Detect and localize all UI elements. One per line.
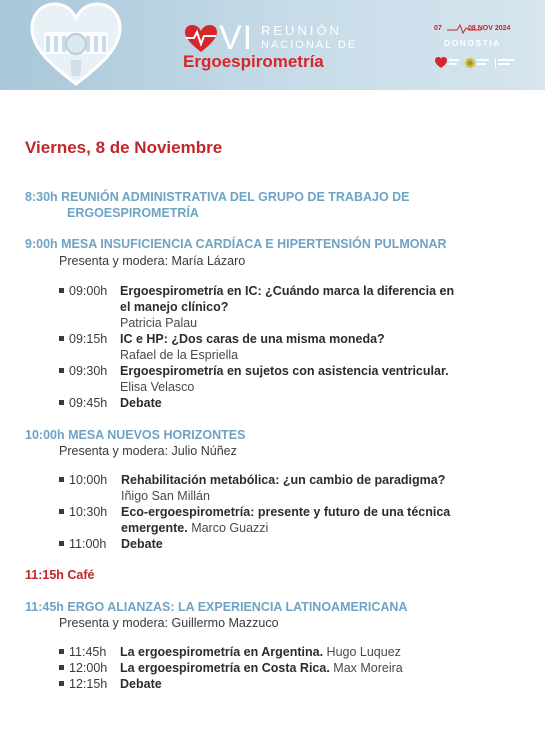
event-brand: [183, 20, 373, 70]
bullet-icon: [59, 541, 64, 546]
talk-title-cont-text: emergente.: [121, 521, 188, 535]
list-item: [59, 363, 107, 379]
talk-title: [120, 644, 401, 660]
section-title-ic-hp: 9:00h MESA INSUFICIENCIA CARDÍACA E HIPERTENSIÓN PULMONAR: [25, 237, 447, 251]
talk-title-cont: el manejo clínico?: [120, 300, 229, 314]
brand-heart-icon: [183, 24, 219, 54]
talk-time: 11:45h: [69, 645, 107, 659]
list-item: [59, 331, 107, 347]
event-header-banner: [0, 0, 545, 90]
list-item: [59, 536, 106, 552]
talk-title-cont: [121, 520, 268, 536]
list-item: [59, 504, 107, 520]
bullet-icon: [59, 368, 64, 373]
event-dates: [434, 24, 518, 36]
section-title-admin-cont: ERGOESPIROMETRÍA: [67, 206, 199, 220]
talk-speaker: Hugo Luquez: [326, 645, 401, 659]
date-end: 08 NOV 2024: [468, 25, 511, 32]
talk-title: Ergoespirometría en IC: ¿Cuándo marca la diferencia en: [120, 284, 455, 298]
section-title-admin: 8:30h REUNIÓN ADMINISTRATIVA DEL GRUPO DE TRABAJO DE: [25, 190, 410, 204]
talk-speaker: Iñigo San Millán: [121, 489, 210, 503]
talk-title: Debate: [121, 537, 163, 551]
talk-time: 10:00h: [69, 473, 108, 487]
talk-title-text: La ergoespirometría en Costa Rica.: [120, 661, 330, 675]
bullet-icon: [59, 288, 64, 293]
talk-speaker: Elisa Velasco: [120, 380, 195, 394]
talk-title: Debate: [120, 396, 162, 410]
section-moderator: Presenta y modera: Guillermo Mazzuco: [59, 616, 279, 630]
talk-speaker: Max Moreira: [333, 661, 403, 675]
talk-title: IC e HP: ¿Dos caras de una misma moneda?: [120, 332, 385, 346]
bullet-icon: [59, 336, 64, 341]
talk-time: 09:30h: [69, 364, 108, 378]
list-item: [59, 676, 107, 692]
talk-title: Rehabilitación metabólica: ¿un cambio de paradigma?: [121, 473, 446, 487]
list-item: [59, 283, 107, 299]
section-moderator: Presenta y modera: Julio Núñez: [59, 444, 237, 458]
talk-time: 09:00h: [69, 284, 108, 298]
section-moderator: Presenta y modera: María Lázaro: [59, 254, 246, 268]
bullet-icon: [59, 665, 64, 670]
date-start: 07: [434, 25, 442, 32]
list-item: [59, 395, 107, 411]
sponsor-logo-3-icon: [494, 56, 520, 70]
sponsor-logo-2-icon: [464, 56, 490, 70]
bullet-icon: [59, 400, 64, 405]
list-item: [59, 644, 106, 660]
bullet-icon: [59, 649, 64, 654]
bullet-icon: [59, 509, 64, 514]
day-title: Viernes, 8 de Noviembre: [25, 138, 223, 157]
edition-number: VI: [219, 19, 254, 57]
list-item: [59, 472, 107, 488]
coffee-break: 11:15h Café: [25, 568, 95, 582]
talk-time: 12:00h: [69, 661, 108, 675]
list-item: [59, 660, 107, 676]
talk-time: 09:15h: [69, 332, 108, 346]
talk-speaker: Marco Guazzi: [191, 521, 269, 535]
talk-time: 11:00h: [69, 537, 107, 551]
talk-title-text: La ergoespirometría en Argentina.: [120, 645, 324, 659]
talk-speaker: Rafael de la Espriella: [120, 348, 239, 362]
talk-time: 09:45h: [69, 396, 108, 410]
talk-time: 12:15h: [69, 677, 108, 691]
talk-title: [120, 660, 403, 676]
section-title-alliances: 11:45h ERGO ALIANZAS: LA EXPERIENCIA LATINOAMERICANA: [25, 600, 408, 614]
section-title-horizons: 10:00h MESA NUEVOS HORIZONTES: [25, 428, 246, 442]
heart-logo-icon: [30, 2, 122, 88]
brand-line-3: Ergoespirometría: [183, 52, 324, 71]
sponsor-logo-1-icon: [434, 56, 460, 70]
brand-line-2: NACIONAL DE: [261, 39, 358, 51]
bullet-icon: [59, 681, 64, 686]
sponsor-logos: [434, 56, 524, 70]
talk-time: 10:30h: [69, 505, 108, 519]
talk-title: Ergoespirometría en sujetos con asistencia ventricular.: [120, 364, 449, 378]
talk-title: Eco-ergoespirometría: presente y futuro de una técnica: [121, 505, 451, 519]
bullet-icon: [59, 477, 64, 482]
talk-speaker: Patricia Palau: [120, 316, 198, 330]
brand-line-1: REUNIÓN: [261, 23, 342, 38]
event-city: DONOSTIA: [444, 38, 501, 48]
talk-title: Debate: [120, 677, 162, 691]
